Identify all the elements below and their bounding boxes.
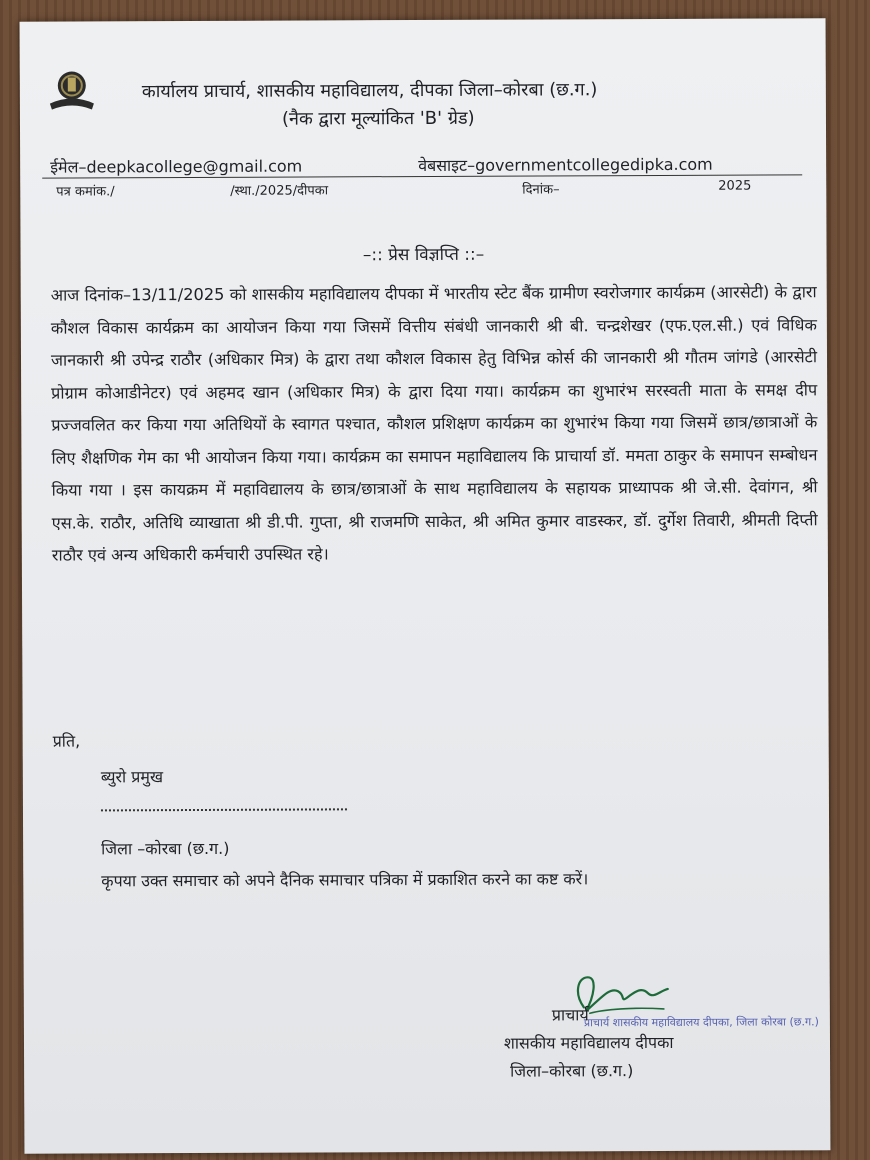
college-email: ईमेल–deepkacollege@gmail.com xyxy=(50,156,303,177)
college-emblem-icon xyxy=(48,65,96,111)
official-stamp: प्राचार्य शासकीय महाविद्यालय दीपका, जिला कोरबा (छ.ग.) xyxy=(583,1015,819,1030)
naac-grade-line: (नैक द्वारा मूल्यांकित 'B' ग्रेड) xyxy=(281,107,475,130)
letter-year: 2025 xyxy=(718,178,752,194)
press-release-title: –:: प्रेस विज्ञप्ति ::– xyxy=(362,244,485,266)
recipient-bureau: ब्युरो प्रमुख xyxy=(100,767,164,787)
recipient-to: प्रति, xyxy=(52,731,81,751)
date-label: दिनांक– xyxy=(522,182,560,198)
office-heading: कार्यालय प्राचार्य, शासकीय महाविद्यालय, दीपका जिला–कोरबा (छ.ग.) xyxy=(141,79,598,103)
letter-reference: /स्था./2025/दीपका xyxy=(230,183,329,199)
letter-number-label: पत्र कमांक./ xyxy=(56,184,115,200)
recipient-district: जिला –कोरबा (छ.ग.) xyxy=(101,838,230,859)
letter-page xyxy=(20,18,831,1154)
signatory-college: शासकीय महाविद्यालय दीपका xyxy=(503,1032,674,1053)
signatory-title: प्राचार्य xyxy=(551,1005,589,1025)
signatory-district: जिला–कोरबा (छ.ग.) xyxy=(510,1061,634,1081)
recipient-blank-line xyxy=(101,808,347,811)
publication-request: कृपया उक्त समाचार को अपने दैनिक समाचार पत्रिका में प्रकाशित करने का कष्ट करें। xyxy=(101,869,589,891)
press-release-body: आज दिनांक–13/11/2025 को शासकीय महाविद्यालय दीपका में भारतीय स्टेट बैंक ग्रामीण स्वरोजगार कार्यक्रम (आरसेटी) के द्वारा कौशल विकास कार्यक्रम का आयोजन किया गया जिसमें वित्तीय संबंधी जानकारी श्री बी. चन्द्रशेखर (एफ.एल.सी.) एवं विधिक जानकारी श्री उपेन्द्र राठौर (अधिकार मित्र) के द्वारा तथा कौशल विकास हेतु विभिन्न कोर्स की जानकारी श्री गौतम जांगडे (आरसेटी प्रोग्राम कोआडीनेटर) एवं अहमद खान (अधिकार मित्र) के द्वारा दिया गया। कार्यक्रम का शुभारंभ सरस्वती माता के समक्ष दीप प्रज्जवलित कर किया गया अतिथियों के स्वागत पश्चात, कौशल प्रशिक्षण कार्यक्रम का शुभारंभ किया गया जिसमें छात्र/छात्राओं के लिए शैक्षणिक गेम का भी आयोजन किया गया। कार्यक्रम का समापन महाविद्यालय कि प्राचार्या डॉ. ममता ठाकुर के समापन सम्बोधन किया गया । इस कायक्रम में महाविद्यालय के छात्र/छात्राओं के साथ महाविद्यालय के सहायक प्राध्यापक श्री जे.सी. देवांगन, श्री एस.के. राठौर, अतिथि व्याखाता श्री डी.पी. गुप्ता, श्री राजमणि साकेत, श्री अमित कुमार वाडस्कर, डॉ. दुर्गेश तिवारी, श्रीमती दिप्ती राठौर एवं अन्य अधिकारी कर्मचारी उपस्थित रहे। xyxy=(50,282,818,565)
college-website: वेबसाइट–governmentcollegedipka.com xyxy=(418,154,713,176)
